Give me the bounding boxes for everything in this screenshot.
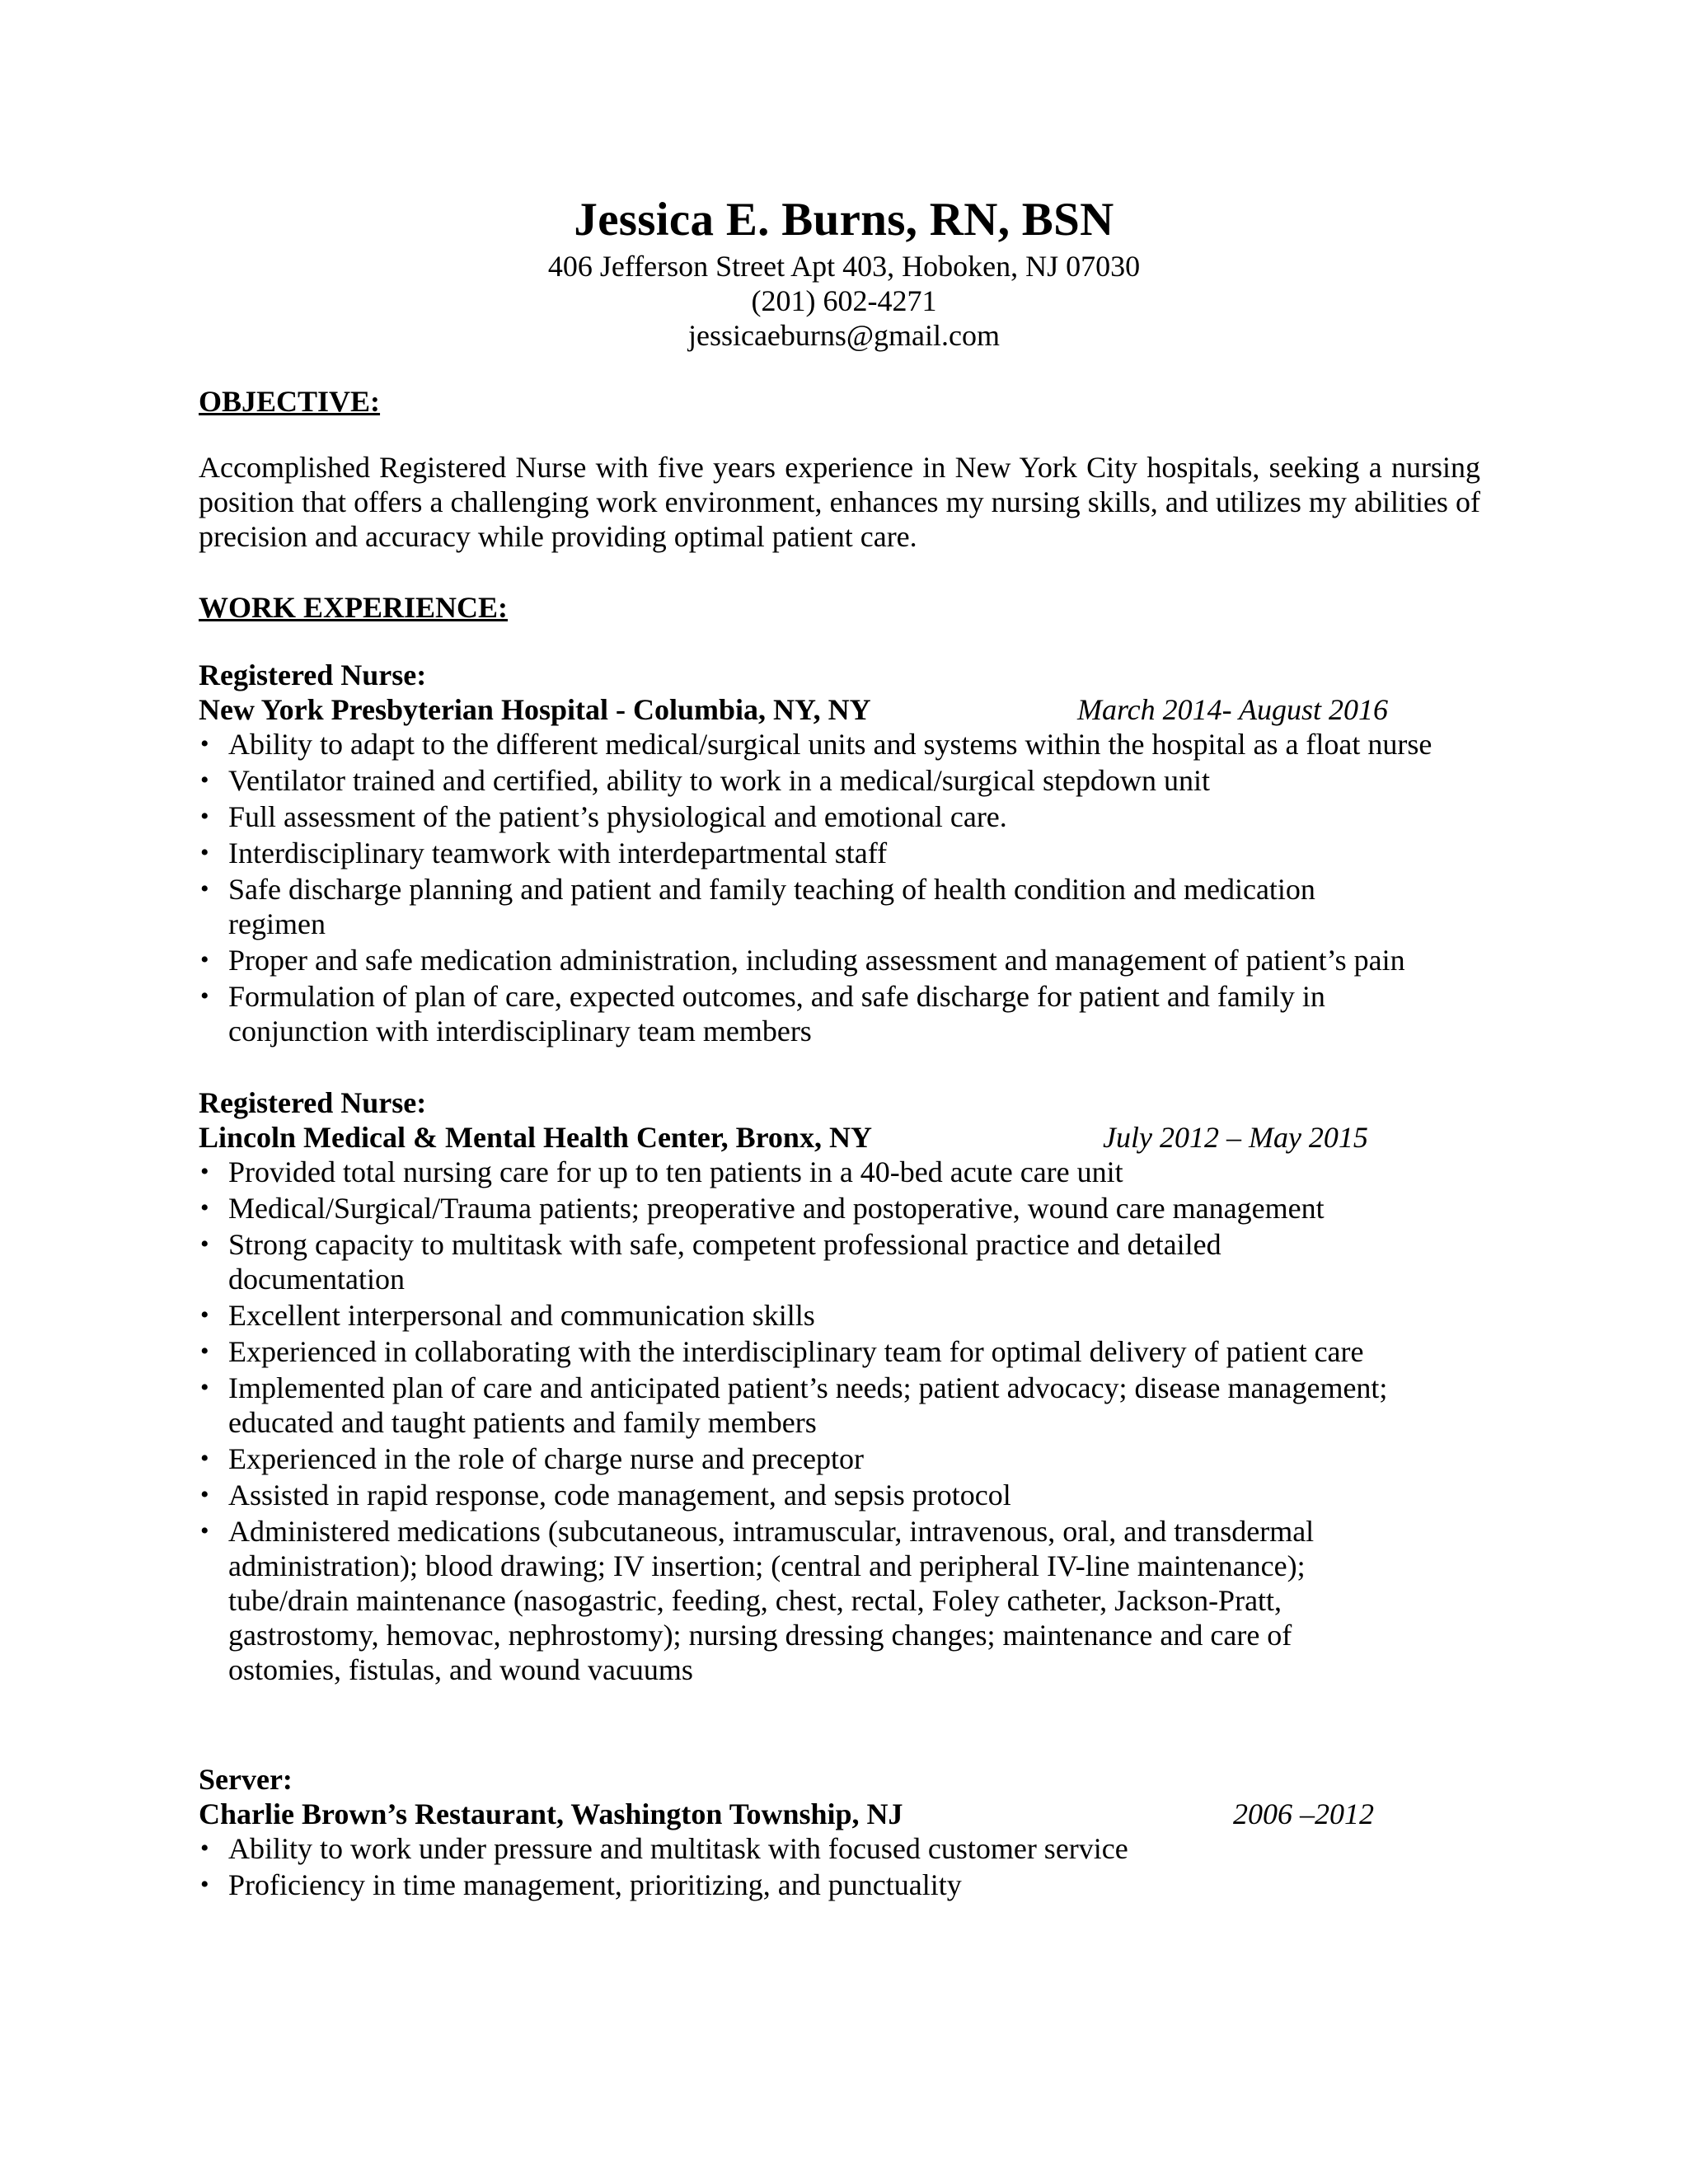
- bullet-icon: •: [200, 946, 209, 973]
- job-bullet: • Interdisciplinary teamwork with interdepartmental staff: [200, 837, 888, 869]
- bullet-icon: •: [200, 1871, 209, 1898]
- bullet-icon: •: [200, 1481, 209, 1508]
- bullet-icon: •: [200, 1517, 209, 1544]
- job-bullet: • Medical/Surgical/Trauma patients; preoperative and postoperative, wound care management: [200, 1192, 1325, 1225]
- bullet-icon: •: [200, 1194, 209, 1221]
- bullet-icon: •: [200, 839, 209, 866]
- objective-text: Accomplished Registered Nurse with five years experience in New York City hospitals, seeking a nursing position that offers a challenging work environment, enhances my nursing skills, and utilizes my abilities of precision and accuracy while providing optimal patient care.: [199, 451, 1480, 553]
- bullet-icon: •: [200, 1158, 209, 1185]
- bullet-icon: •: [200, 875, 209, 902]
- job-title: Registered Nurse:: [199, 658, 427, 691]
- job-entry: [199, 1762, 1501, 1904]
- email-address: jessicaeburns@gmail.com: [687, 319, 1001, 352]
- bullet-icon: •: [200, 766, 209, 794]
- job-bullet: • Administered medications (subcutaneous, intramuscular, intravenous, oral, and transdermal administration); blood drawing; IV insertion; (central and peripheral IV-line maintenance); tube/drain maintenance (nasogastric, feeding, chest, rectal, Foley catheter, Jackson-Pratt, gastrostomy, hemovac, nephrostomy); nursing dressing changes; maintenance and care of ostomies, fistulas, and wound vacuums: [200, 1515, 1315, 1686]
- job-bullet: • Proficiency in time management, prioritizing, and punctuality: [200, 1868, 962, 1901]
- job-bullet: • Implemented plan of care and anticipated patient’s needs; patient advocacy; disease management; educated and taught patients and family members: [200, 1371, 1388, 1439]
- job-bullet: • Assisted in rapid response, code management, and sepsis protocol: [200, 1479, 1011, 1511]
- address: 406 Jefferson Street Apt 403, Hoboken, NJ 07030: [547, 250, 1141, 283]
- bullet-icon: •: [200, 1374, 209, 1401]
- job-entry: [199, 658, 1501, 1050]
- job-employer: Charlie Brown’s Restaurant, Washington Township, NJ: [199, 1797, 903, 1830]
- job-bullet: • Proper and safe medication administration, including assessment and management of patient’s pain: [200, 944, 1405, 977]
- bullet-icon: •: [200, 803, 209, 830]
- job-entry: [199, 1085, 1501, 1689]
- job-bullet: • Ability to adapt to the different medical/surgical units and systems within the hospital as a float nurse: [200, 728, 1432, 761]
- job-bullet: • Experienced in collaborating with the interdisciplinary team for optimal delivery of patient care: [200, 1335, 1364, 1368]
- job-employer-line: [199, 692, 1501, 727]
- job-bullet: • Strong capacity to multitask with safe, competent professional practice and detailed documentation: [200, 1228, 1221, 1296]
- resume-header: [0, 191, 1688, 353]
- job-dates: March 2014- August 2016: [1077, 693, 1388, 726]
- bullet-icon: •: [200, 1445, 209, 1472]
- job-bullet: • Excellent interpersonal and communication skills: [200, 1299, 815, 1332]
- job-employer: New York Presbyterian Hospital - Columbia, NY, NY: [199, 693, 871, 726]
- job-title: Registered Nurse:: [199, 1086, 427, 1119]
- job-bullet: • Formulation of plan of care, expected outcomes, and safe discharge for patient and family in conjunction with interdisciplinary team members: [200, 980, 1325, 1047]
- bullet-icon: •: [200, 1835, 209, 1862]
- job-employer: Lincoln Medical & Mental Health Center, Bronx, NY: [199, 1121, 872, 1154]
- job-dates: 2006 –2012: [1233, 1797, 1374, 1830]
- candidate-name: Jessica E. Burns, RN, BSN: [574, 194, 1114, 246]
- job-bullet-list: [199, 727, 1460, 1048]
- job-bullet: • Experienced in the role of charge nurse and preceptor: [200, 1442, 864, 1475]
- bullet-icon: •: [200, 1301, 209, 1329]
- job-bullet: • Ventilator trained and certified, ability to work in a medical/surgical stepdown unit: [200, 764, 1211, 797]
- job-bullet: • Full assessment of the patient’s physiological and emotional care.: [200, 800, 1007, 833]
- work-experience-section: [199, 590, 1501, 625]
- job-bullet: • Safe discharge planning and patient and family teaching of health condition and medication regimen: [200, 873, 1315, 940]
- job-bullet: • Ability to work under pressure and multitask with focused customer service: [200, 1832, 1128, 1865]
- phone-number: (201) 602-4271: [751, 284, 937, 317]
- job-bullet: • Provided total nursing care for up to ten patients in a 40-bed acute care unit: [200, 1155, 1123, 1188]
- bullet-icon: •: [200, 730, 209, 757]
- bullet-icon: •: [200, 1338, 209, 1365]
- job-bullet-list: [199, 1155, 1435, 1687]
- bullet-icon: •: [200, 1230, 209, 1258]
- work-experience-heading: WORK EXPERIENCE:: [199, 591, 509, 624]
- job-employer-line: [199, 1797, 1501, 1831]
- job-title: Server:: [199, 1763, 293, 1796]
- job-employer-line: [199, 1120, 1501, 1155]
- job-dates: July 2012 – May 2015: [1103, 1121, 1368, 1154]
- bullet-icon: •: [200, 982, 209, 1010]
- objective-heading: OBJECTIVE:: [199, 385, 381, 418]
- job-bullet-list: [199, 1831, 1435, 1902]
- objective-section: [199, 384, 1501, 419]
